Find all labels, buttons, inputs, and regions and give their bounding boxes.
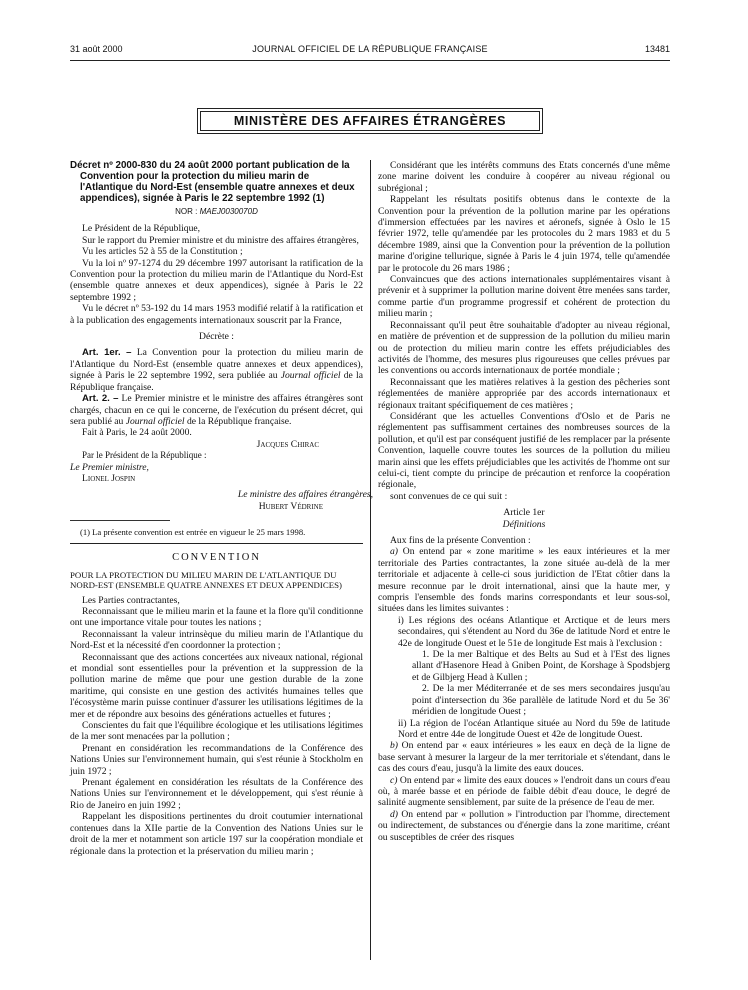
preamble-paragraph: Rappelant les résultats positifs obtenus dans le contexte de la Convention pour la prévention de la pollution marine par les opérations d'immersion effectuées par les navires et aéronefs, signée à Oslo le 15 février 1972, telle qu'amendée par les protocoles du 2 mars 1983 et du 5 décembre 1989, ainsi que la Convention pour la prévention de la pollution marine d'origine tellurique, signée à Paris le 4 juin 1974, telle qu'amendée par le protocole du 26 mars 1986 ; [378,194,670,274]
definition-d [378,809,670,843]
article-2-label: Art. 2. – [82,393,119,405]
mae-title: Le ministre des affaires étrangères, [237,489,373,501]
convention-heading: CONVENTION [172,552,261,564]
nor-value: MAEJ0030070D [199,207,258,216]
definition-b-label: b) [390,740,398,752]
article-2-text-end: de la République française. [184,415,292,427]
decrete-label: Décrète : [199,331,234,343]
header-journal-title: JOURNAL OFFICIEL DE LA RÉPUBLIQUE FRANÇAISE [252,44,488,54]
left-column [70,160,373,857]
definition-a-ii: ii) La région de l'océan Atlantique située au Nord du 59e de latitude Nord et entre 44e de longitude Ouest et 42e de longitude Ouest. [398,717,670,740]
decree-para: Sur le rapport du Premier ministre et du ministre des affaires étrangères, [82,234,359,246]
pm-name: Lionel Jospin [82,472,136,484]
definition-a-text: On entend par « zone maritime » les eaux intérieures et la mer territoriale des Parties contractantes, la zone située au-delà de la mer territoriale et adjacente à celle-ci sous juridiction de l'Etat côtier dans la mesure reconnue par le droit international, ainsi que la haute mer, y compris l'ensemble des fonds marins correspondants et leur sous-sol, situées dans les limites suivantes : [378,546,670,615]
header-page-number: 13481 [644,44,670,54]
footnote-rule [70,520,170,521]
definition-c-text: On entend par « limite des eaux douces » l'endroit dans un cours d'eau où, à marée basse et en période de faible débit d'eau douce, le degré de salinité augmente sensiblement, par suite de la présence de l'eau de mer. [378,774,670,809]
decree-para: Le Président de la République, [82,223,201,235]
decree-nor [70,206,363,217]
decree-title: Décret nº 2000-830 du 24 août 2000 portant publication de la Convention pour la protection du milieu marin de l'Atlantique du Nord-Est (ensemble quatre annexes et deux appendices), signée à Paris le 22 septembre 1992 (1) [70,160,355,204]
mae-name: Hubert Védrine [258,500,323,512]
preamble-paragraph: Reconnaissant que les matières relatives à la gestion des pêcheries sont réglementées de manière appropriée par des accords internationaux et régionaux traitant spécifiquement de ces matières ; [378,376,670,411]
preamble-paragraph: Conscientes du fait que l'équilibre écologique et les utilisations légitimes de la mer sont menacées par la pollution ; [70,720,363,743]
preamble-paragraph: Considérant que les intérêts communs des Etats concernés d'une même zone marine doivent les conduire à coopérer au niveau régional ou subrégional ; [378,160,670,194]
page-header [70,44,670,58]
convention-preamble-left [70,595,363,857]
preamble-paragraph: Rappelant les dispositions pertinentes du droit coutumier international contenues dans la XIIe partie de la Convention des Nations Unies sur le droit de la mer et notamment son article 197 sur la coopération mondiale et régionale dans la protection et la préservation du milieu marin ; [70,811,363,857]
preamble-paragraph: Reconnaissant qu'il peut être souhaitable d'adopter au niveau régional, en matière de prévention et de suppression de la pollution du milieu marin ou de protection du milieu marin contre les effets préjudiciables des activités de l'homme, des mesures plus rigoureuses que celles prévues par les conventions ou accords internationaux de portée mondiale ; [378,319,670,377]
footnote: (1) La présente convention est entrée en vigueur le 25 mars 1998. [80,527,306,538]
aux-fins: Aux fins de la présente Convention : [390,535,531,546]
article-1-jo: Journal officiel [280,370,341,382]
definition-a-i-1: 1. De la mer Baltique et des Belts au Sud et à l'Est des lignes allant d'Hasenore Head à Gniben Point, de Korshage à Spodsbjerg et de Gilbjerg Head à Kullen ; [412,649,670,683]
definition-a-label: a) [390,546,398,558]
preamble-paragraph: Prenant en considération les recommandations de la Conférence des Nations Unies sur l'environnement humain, qui s'est réunie à Stockholm en juin 1972 ; [70,742,363,777]
signature-president: Jacques Chirac [256,438,319,450]
header-date: 31 août 2000 [70,44,123,54]
definitions-heading: Définitions [502,518,546,530]
decree-para: Vu la loi nº 97-1274 du 29 décembre 1997 autorisant la ratification de la Convention pour la protection du milieu marin de l'Atlantique du Nord-Est (ensemble quatre annexes et deux appendices), signée à Paris le 22 septembre 1992 ; [70,257,363,303]
preamble-paragraph: Prenant également en considération les résultats de la Conférence des Nations Unies sur l'environnement et le développement, qui s'est réunie à Rio de Janeiro en juin 1992 ; [70,777,363,811]
definition-c-label: c) [390,774,398,786]
definition-d-text: On entend par « pollution » l'introduction par l'homme, directement ou indirectement, de substances ou d'énergie dans la zone maritime, créant ou susceptibles de créer des risques [378,808,670,843]
article-1-text-end: de la République française. [70,370,363,393]
definition-c [378,775,670,809]
agreed-text: sont convenues de ce qui suit : [390,490,508,502]
decree-para: Vu les articles 52 à 55 de la Constitution ; [82,246,243,258]
article-2-text: Le Premier ministre et le ministre des affaires étrangères sont chargés, chacun en ce qui le concerne, de l'exécution du présent décret, qui sera publié au [70,393,363,427]
article-1-label: Art. 1er. – [82,347,132,359]
nor-label: NOR : [175,207,200,216]
right-column [378,160,670,843]
column-separator [370,160,371,960]
preamble-paragraph: Reconnaissant que le milieu marin et la faune et la flore qu'il conditionne ont une importance vitale pour toutes les nations ; [70,605,363,629]
header-rule [70,60,670,61]
preamble-paragraph: Convaincues que des actions internationales supplémentaires visant à prévenir et à supprimer la pollution marine doivent être menées sans tarder, comme partie d'un programme progressif et cohérent de protection du milieu marin ; [378,274,670,320]
preamble-paragraph: Les Parties contractantes, [82,594,180,606]
definition-b [378,740,670,774]
article-1-text: La Convention pour la protection du milieu marin de l'Atlantique du Nord-Est (ensemble quatre annexes et deux appendices), signée à Paris le 22 septembre 1992, sera publiée au [70,347,364,382]
preamble-paragraph: Considérant que les actuelles Conventions d'Oslo et de Paris ne réglementent pas suffisamment certaines des nombreuses sources de la pollution, et qu'il est par conséquent justifié de les remplacer par la présente Convention, laquelle couvre toutes les sources de la pollution du milieu marin ainsi que les effets préjudiciables que les activités de l'homme ont sur celui-ci, tient compte du principe de précaution et renforce la coopération régionale, [378,410,670,491]
par-le-president: Par le Président de la République : [82,450,207,461]
article-1-heading: Article 1er [503,507,545,519]
decree-para: Vu le décret nº 53-192 du 14 mars 1953 modifié relatif à la ratification et à la publication des engagements internationaux souscrit par la France, [70,303,363,326]
article-1 [70,347,363,393]
fait-a-paris: Fait à Paris, le 24 août 2000. [82,427,192,439]
definition-b-text: On entend par « eaux intérieures » les eaux en deçà de la ligne de base servant à mesurer la largeur de la mer territoriale et s'étendant, dans le cas des cours d'eau, jusqu'à la limite des eaux douces. [378,740,670,775]
ministry-heading: MINISTÈRE DES AFFAIRES ÉTRANGÈRES [200,111,540,131]
definition-d-label: d) [390,808,398,820]
article-2 [70,393,363,427]
preamble-paragraph: Reconnaissant que des actions concertées aux niveaux national, régional et mondial sont essentielles pour la prévention et la suppression de la pollution marine de même que pour une gestion durable de la zone maritime, qui consiste en une gestion des activités humaines telles que l'écosystème marin puisse continuer d'assurer les utilisations légitimes de la mer et de répondre aux besoins des générations actuelles et futures ; [70,651,363,720]
convention-subtitle: POUR LA PROTECTION DU MILIEU MARIN DE L'ATLANTIQUE DU NORD-EST (ENSEMBLE QUATRE ANNEXES ET DEUX APPENDICES) [70,569,342,590]
pm-title: Le Premier ministre, [70,461,149,473]
article-2-jo: Journal officiel [125,415,185,427]
convention-preamble-right [378,160,670,491]
preamble-paragraph: Reconnaissant la valeur intrinsèque du milieu marin de l'Atlantique du Nord-Est et la nécessité d'en coordonner la protection ; [70,628,363,652]
definition-a-i: i) Les régions des océans Atlantique et Arctique et de leurs mers secondaires, qui s'étendent au Nord du 36e de latitude Nord et entre le 42e de longitude Ouest et le 51e de longitude Est mais à l'exclusion : [398,614,670,649]
ministry-heading-box [197,108,543,134]
definition-a-i-2: 2. De la mer Méditerranée et de ses mers secondaires jusqu'au point d'intersection du 36e parallèle de latitude Nord et du 5e 36' méridien de longitude Ouest ; [412,683,670,718]
definition-a [378,546,670,614]
section-rule [70,543,363,544]
